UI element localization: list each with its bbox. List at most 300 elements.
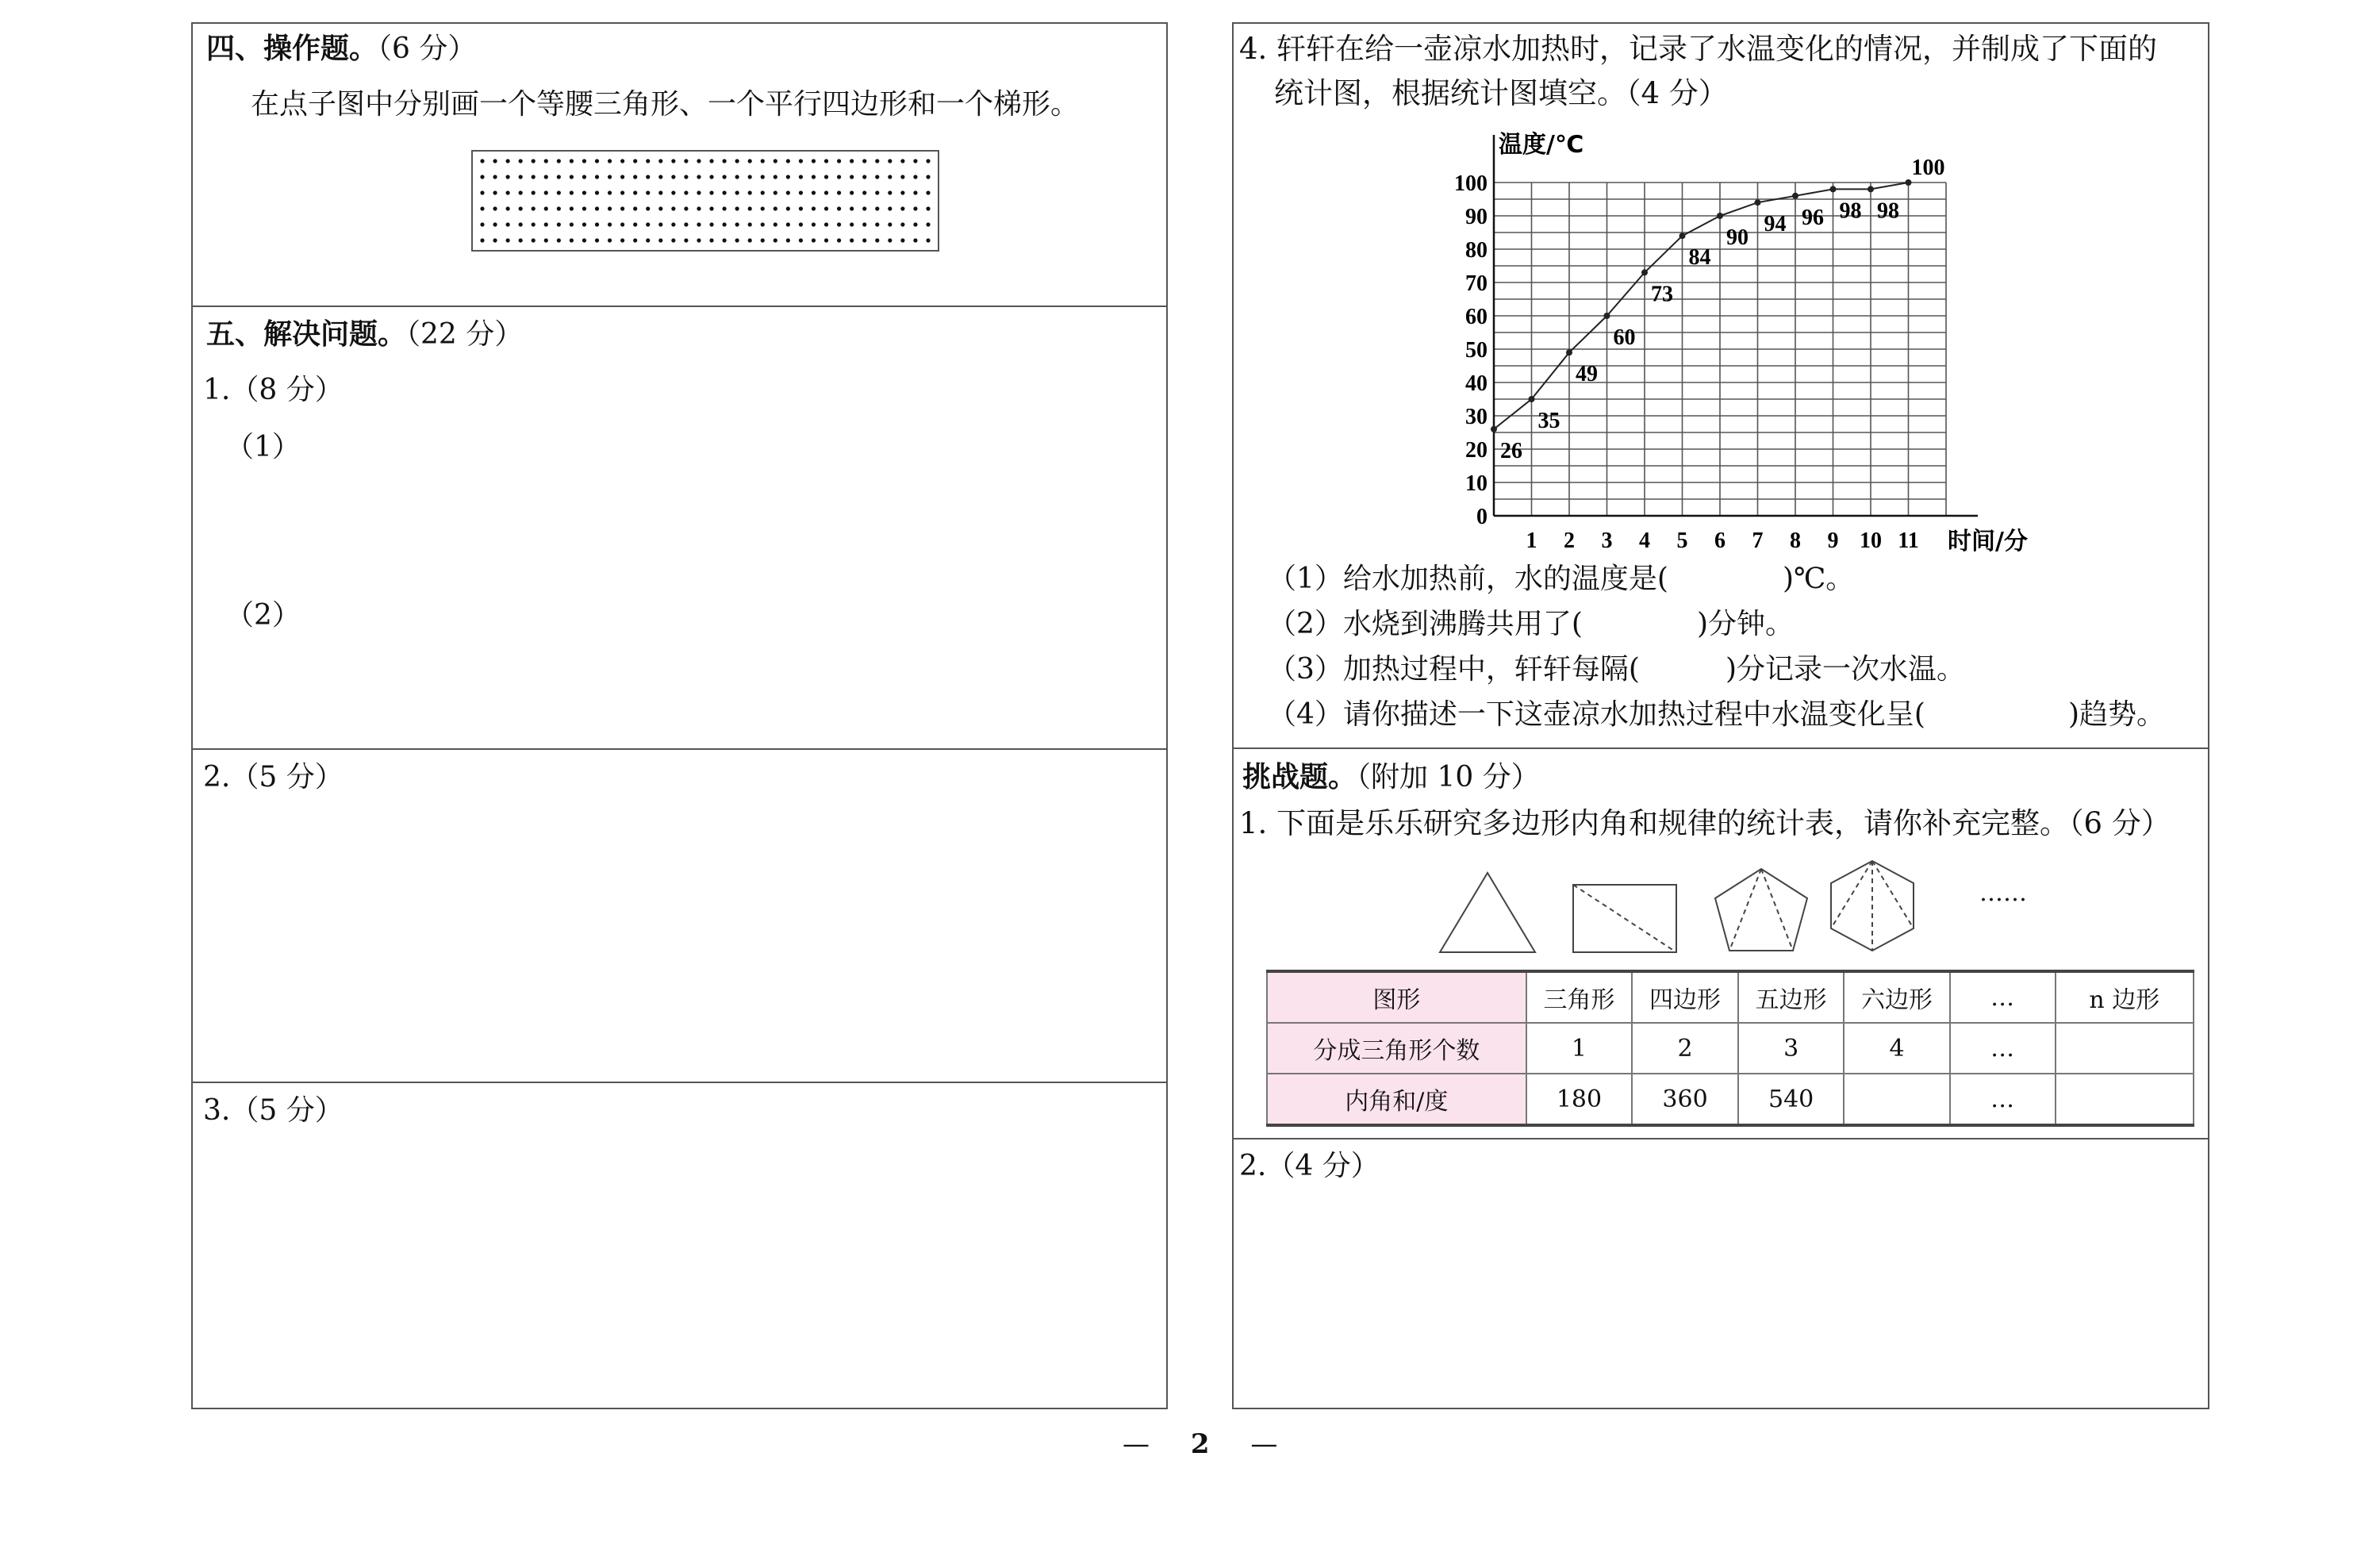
y-tick-label: 40 xyxy=(1465,371,1488,396)
grid-dot xyxy=(722,159,726,163)
grid-dot xyxy=(570,190,574,194)
grid-dot xyxy=(544,222,548,226)
grid-dot xyxy=(544,206,548,210)
grid-dot xyxy=(493,238,497,242)
grid-dot xyxy=(608,175,612,179)
grid-dot xyxy=(582,159,586,163)
x-tick-label: 4 xyxy=(1639,528,1650,553)
grid-dot xyxy=(926,206,930,210)
grid-dot xyxy=(850,175,854,179)
grid-dot xyxy=(709,175,713,179)
grid-dot xyxy=(493,190,497,194)
grid-dot xyxy=(748,175,752,179)
grid-dot xyxy=(697,175,701,179)
grid-dot xyxy=(671,206,675,210)
grid-dot xyxy=(748,190,752,194)
grid-dot xyxy=(786,175,790,179)
grid-dot xyxy=(735,238,739,242)
footer-dash-right: — xyxy=(1250,1428,1278,1460)
data-point xyxy=(1679,232,1686,239)
y-tick-label: 100 xyxy=(1454,171,1488,196)
data-point xyxy=(1491,426,1497,432)
grid-dot xyxy=(812,206,816,210)
grid-dot xyxy=(722,206,726,210)
y-tick-label: 10 xyxy=(1465,471,1488,496)
table-cell: 540 xyxy=(1738,1074,1844,1125)
polygon-ellipsis: …… xyxy=(1979,879,2027,907)
grid-dot xyxy=(506,206,510,210)
grid-dot xyxy=(837,175,841,179)
grid-dot xyxy=(748,206,752,210)
grid-dot xyxy=(557,238,561,242)
data-label: 90 xyxy=(1726,225,1749,250)
grid-dot xyxy=(570,159,574,163)
table-cell: 三角形 xyxy=(1526,971,1633,1023)
grid-dot xyxy=(837,206,841,210)
grid-dot xyxy=(519,238,523,242)
grid-dot xyxy=(875,190,879,194)
grid-dot xyxy=(837,222,841,226)
grid-dot xyxy=(888,238,892,242)
x-tick-label: 10 xyxy=(1860,528,1882,553)
grid-dot xyxy=(557,222,561,226)
grid-dot xyxy=(799,159,803,163)
data-label: 100 xyxy=(1911,156,1945,180)
x-tick-label: 2 xyxy=(1564,528,1575,553)
grid-dot xyxy=(480,175,484,179)
grid-dot xyxy=(697,190,701,194)
pentagon-figure xyxy=(1715,869,1807,951)
y-tick-label: 0 xyxy=(1476,505,1488,529)
section4-title-text: 四、操作题。 xyxy=(206,32,378,65)
grid-dot xyxy=(480,238,484,242)
grid-dot xyxy=(850,159,854,163)
data-label: 84 xyxy=(1688,245,1711,271)
grid-dot xyxy=(532,159,536,163)
grid-dot xyxy=(658,159,662,163)
grid-dot xyxy=(850,190,854,194)
grid-dot xyxy=(697,206,701,210)
grid-dot xyxy=(709,238,713,242)
grid-dot xyxy=(532,222,536,226)
grid-dot xyxy=(761,206,765,210)
challenge-q2-label: 2.（4 分） xyxy=(1239,1150,1380,1182)
grid-dot xyxy=(786,238,790,242)
grid-dot xyxy=(608,206,612,210)
grid-dot xyxy=(748,159,752,163)
grid-dot xyxy=(582,175,586,179)
x-tick-label: 8 xyxy=(1790,528,1801,553)
y-tick-label: 50 xyxy=(1465,338,1488,363)
grid-dot xyxy=(608,190,612,194)
grid-dot xyxy=(926,175,930,179)
grid-dot xyxy=(557,159,561,163)
grid-dot xyxy=(557,190,561,194)
grid-dot xyxy=(493,222,497,226)
grid-dot xyxy=(900,222,904,226)
grid-dot xyxy=(684,206,688,210)
data-label: 96 xyxy=(1802,205,1824,230)
grid-dot xyxy=(888,175,892,179)
y-axis-label: 温度/℃ xyxy=(1499,131,1584,159)
grid-dot xyxy=(875,222,879,226)
grid-dot xyxy=(900,206,904,210)
grid-dot xyxy=(493,159,497,163)
y-tick-label: 90 xyxy=(1465,205,1488,229)
data-label: 49 xyxy=(1576,362,1598,387)
grid-dot xyxy=(493,175,497,179)
grid-dot xyxy=(748,222,752,226)
left-panel-q2 xyxy=(191,748,1168,1083)
grid-dot xyxy=(671,190,675,194)
grid-dot xyxy=(900,159,904,163)
y-tick-label: 70 xyxy=(1465,271,1488,296)
grid-dot xyxy=(926,159,930,163)
data-label: 26 xyxy=(1500,438,1522,463)
grid-dot xyxy=(582,206,586,210)
grid-dot xyxy=(786,190,790,194)
grid-dot xyxy=(608,159,612,163)
grid-dot xyxy=(480,222,484,226)
polygon-figures xyxy=(1428,857,1983,964)
grid-dot xyxy=(646,159,650,163)
grid-dot xyxy=(761,190,765,194)
grid-dot xyxy=(709,159,713,163)
data-label: 35 xyxy=(1537,409,1560,433)
grid-dot xyxy=(913,159,917,163)
grid-dot xyxy=(774,206,777,210)
grid-dot xyxy=(824,159,828,163)
grid-dot xyxy=(913,190,917,194)
table-cell: 180 xyxy=(1526,1074,1633,1125)
grid-dot xyxy=(875,159,879,163)
grid-dot xyxy=(570,222,574,226)
grid-dot xyxy=(671,222,675,226)
grid-dot xyxy=(532,190,536,194)
grid-dot xyxy=(900,190,904,194)
grid-dot xyxy=(824,190,828,194)
table-cell: 4 xyxy=(1844,1023,1949,1074)
grid-dot xyxy=(595,206,599,210)
grid-dot xyxy=(658,206,662,210)
grid-dot xyxy=(684,222,688,226)
q4-fill4: （4）请你描述一下这壶凉水加热过程中水温变化呈( )趋势。 xyxy=(1268,698,2165,731)
grid-dot xyxy=(633,159,637,163)
grid-dot xyxy=(888,159,892,163)
grid-dot xyxy=(888,222,892,226)
grid-dot xyxy=(684,159,688,163)
data-point xyxy=(1717,213,1723,219)
data-label: 98 xyxy=(1839,198,1862,224)
grid-dot xyxy=(786,206,790,210)
grid-dot xyxy=(582,238,586,242)
table-row xyxy=(1267,971,2194,1023)
grid-dot xyxy=(875,238,879,242)
x-tick-label: 1 xyxy=(1526,528,1537,553)
left-panel-q3 xyxy=(191,1082,1168,1409)
grid-dot xyxy=(570,206,574,210)
data-point xyxy=(1906,179,1912,186)
grid-dot xyxy=(799,206,803,210)
grid-dot xyxy=(862,222,866,226)
grid-dot xyxy=(671,238,675,242)
section4-title xyxy=(206,32,476,66)
data-point xyxy=(1755,199,1761,206)
grid-dot xyxy=(620,159,624,163)
x-tick-label: 3 xyxy=(1601,528,1613,553)
grid-dot xyxy=(570,238,574,242)
grid-dot xyxy=(735,190,739,194)
grid-dot xyxy=(620,238,624,242)
grid-dot xyxy=(761,238,765,242)
grid-dot xyxy=(748,238,752,242)
data-point xyxy=(1566,349,1572,355)
table-cell-blank[interactable] xyxy=(2056,1023,2194,1074)
q4-fill3: （3）加热过程中，轩轩每隔( )分记录一次水温。 xyxy=(1268,653,1965,686)
table-cell: 分成三角形个数 xyxy=(1267,1023,1526,1074)
grid-dot xyxy=(913,206,917,210)
grid-dot xyxy=(493,206,497,210)
grid-dot xyxy=(519,222,523,226)
data-label: 60 xyxy=(1613,325,1636,350)
grid-dot xyxy=(480,159,484,163)
grid-dot xyxy=(544,159,548,163)
temperature-line-chart xyxy=(1420,119,2055,563)
grid-dot xyxy=(506,175,510,179)
grid-dot xyxy=(761,222,765,226)
grid-dot xyxy=(595,238,599,242)
grid-dot xyxy=(608,222,612,226)
grid-dot xyxy=(862,190,866,194)
grid-dot xyxy=(926,222,930,226)
data-point xyxy=(1792,193,1798,199)
grid-dot xyxy=(557,175,561,179)
grid-dot xyxy=(671,175,675,179)
grid-dot xyxy=(582,222,586,226)
grid-dot xyxy=(862,206,866,210)
x-tick-label: 6 xyxy=(1714,528,1726,553)
grid-dot xyxy=(671,159,675,163)
grid-dot xyxy=(812,238,816,242)
grid-dot xyxy=(722,238,726,242)
grid-dot xyxy=(633,222,637,226)
dot-grid-border xyxy=(472,151,939,251)
grid-dot xyxy=(913,238,917,242)
grid-dot xyxy=(658,222,662,226)
x-tick-label: 7 xyxy=(1752,528,1764,553)
grid-dot xyxy=(850,222,854,226)
grid-dot xyxy=(532,238,536,242)
grid-dot xyxy=(926,190,930,194)
grid-dot xyxy=(697,159,701,163)
table-cell-blank[interactable] xyxy=(1844,1074,1949,1125)
grid-dot xyxy=(646,238,650,242)
grid-dot xyxy=(582,190,586,194)
grid-dot xyxy=(824,222,828,226)
grid-dot xyxy=(519,175,523,179)
hexagon-figure xyxy=(1831,861,1914,951)
grid-dot xyxy=(913,222,917,226)
dot-grid[interactable] xyxy=(471,150,939,252)
table-cell: 2 xyxy=(1632,1023,1738,1074)
grid-dot xyxy=(633,190,637,194)
grid-dot xyxy=(850,238,854,242)
grid-dot xyxy=(888,190,892,194)
grid-dot xyxy=(544,190,548,194)
grid-dot xyxy=(646,222,650,226)
grid-dot xyxy=(875,175,879,179)
grid-dot xyxy=(722,190,726,194)
grid-dot xyxy=(620,222,624,226)
table-cell: … xyxy=(1950,1023,2056,1074)
grid-dot xyxy=(620,190,624,194)
grid-dot xyxy=(812,222,816,226)
grid-dot xyxy=(799,238,803,242)
grid-dot xyxy=(799,222,803,226)
data-point xyxy=(1641,269,1648,275)
table-cell: … xyxy=(1950,971,2056,1023)
grid-dot xyxy=(480,206,484,210)
grid-dot xyxy=(620,175,624,179)
grid-dot xyxy=(480,190,484,194)
grid-dot xyxy=(684,238,688,242)
grid-dot xyxy=(735,206,739,210)
grid-dot xyxy=(722,222,726,226)
grid-dot xyxy=(735,175,739,179)
table-row xyxy=(1267,1074,2194,1125)
data-label: 94 xyxy=(1764,212,1787,237)
challenge-title xyxy=(1242,760,1540,794)
grid-dot xyxy=(519,159,523,163)
grid-dot xyxy=(786,159,790,163)
grid-dot xyxy=(595,175,599,179)
table-cell: 1 xyxy=(1526,1023,1633,1074)
grid-dot xyxy=(658,190,662,194)
grid-dot xyxy=(646,206,650,210)
grid-dot xyxy=(570,175,574,179)
section5-title xyxy=(206,317,523,352)
grid-dot xyxy=(862,159,866,163)
grid-dot xyxy=(697,238,701,242)
grid-dot xyxy=(595,159,599,163)
y-tick-label: 80 xyxy=(1465,238,1488,263)
grid-dot xyxy=(824,238,828,242)
grid-dot xyxy=(620,206,624,210)
x-axis-label: 时间/分 xyxy=(1948,528,2028,555)
section5-score: （22 分） xyxy=(406,318,524,351)
table-row xyxy=(1267,1023,2194,1074)
section5-q3-label: 3.（5 分） xyxy=(203,1094,344,1127)
grid-dot xyxy=(658,238,662,242)
grid-dot xyxy=(862,175,866,179)
grid-dot xyxy=(824,206,828,210)
data-point xyxy=(1604,313,1610,319)
grid-dot xyxy=(812,190,816,194)
triangle-figure xyxy=(1440,873,1535,952)
grid-dot xyxy=(532,206,536,210)
grid-dot xyxy=(862,238,866,242)
quadrilateral-figure xyxy=(1573,885,1676,952)
y-tick-label: 20 xyxy=(1465,438,1488,463)
table-cell: 五边形 xyxy=(1738,971,1844,1023)
grid-dot xyxy=(799,175,803,179)
section5-q1-label: 1.（8 分） xyxy=(203,374,344,406)
grid-dot xyxy=(774,238,777,242)
grid-dot xyxy=(595,190,599,194)
grid-dot xyxy=(709,206,713,210)
y-tick-label: 60 xyxy=(1465,305,1488,329)
section5-q2-label: 2.（5 分） xyxy=(203,761,344,794)
table-cell: 内角和/度 xyxy=(1267,1074,1526,1125)
grid-dot xyxy=(709,190,713,194)
grid-dot xyxy=(824,175,828,179)
grid-dot xyxy=(646,190,650,194)
x-tick-label: 5 xyxy=(1676,528,1688,553)
challenge-title-text: 挑战题。 xyxy=(1242,760,1357,794)
table-cell: … xyxy=(1950,1074,2056,1125)
grid-dot xyxy=(926,238,930,242)
grid-dot xyxy=(913,175,917,179)
challenge-score: （附加 10 分） xyxy=(1357,761,1540,794)
grid-dot xyxy=(850,206,854,210)
grid-dot xyxy=(506,159,510,163)
grid-dot xyxy=(875,206,879,210)
grid-dot xyxy=(812,175,816,179)
grid-dot xyxy=(608,238,612,242)
grid-dot xyxy=(799,190,803,194)
grid-dot xyxy=(506,222,510,226)
polygon-angle-table xyxy=(1266,970,2194,1127)
grid-dot xyxy=(774,175,777,179)
table-cell: 3 xyxy=(1738,1023,1844,1074)
footer-dash-left: — xyxy=(1123,1428,1150,1460)
section5-q1-part1: （1） xyxy=(225,431,301,463)
grid-dot xyxy=(519,206,523,210)
data-point xyxy=(1830,186,1837,192)
grid-dot xyxy=(544,175,548,179)
data-label: 98 xyxy=(1877,198,1899,224)
y-tick-label: 30 xyxy=(1465,405,1488,429)
grid-dot xyxy=(761,175,765,179)
grid-dot xyxy=(633,206,637,210)
grid-dot xyxy=(658,175,662,179)
grid-dot xyxy=(837,238,841,242)
q4-fill1: （1）给水加热前，水的温度是( )℃。 xyxy=(1268,563,1855,595)
page-number: 2 xyxy=(1190,1428,1210,1460)
table-cell: 四边形 xyxy=(1632,971,1738,1023)
grid-dot xyxy=(761,159,765,163)
table-cell: 六边形 xyxy=(1844,971,1949,1023)
grid-dot xyxy=(837,159,841,163)
grid-dot xyxy=(774,159,777,163)
grid-dot xyxy=(888,206,892,210)
grid-dot xyxy=(506,238,510,242)
q4-stem-line1: 4. 轩轩在给一壶凉水加热时，记录了水温变化的情况，并制成了下面的 xyxy=(1239,32,2158,66)
page-number-footer xyxy=(1123,1428,1277,1460)
grid-dot xyxy=(532,175,536,179)
section4-score: （6 分） xyxy=(378,33,477,65)
grid-dot xyxy=(774,190,777,194)
section5-q1-part2: （2） xyxy=(225,599,301,632)
grid-dot xyxy=(595,222,599,226)
section4-instruction: 在点子图中分别画一个等腰三角形、一个平行四边形和一个梯形。 xyxy=(251,88,1080,121)
grid-dot xyxy=(722,175,726,179)
q4-fill2: （2）水烧到沸腾共用了( )分钟。 xyxy=(1268,608,1794,640)
table-cell-blank[interactable] xyxy=(2056,1074,2194,1125)
grid-dot xyxy=(735,159,739,163)
data-label: 73 xyxy=(1651,282,1673,307)
left-panel-section5-q1 xyxy=(191,306,1168,750)
